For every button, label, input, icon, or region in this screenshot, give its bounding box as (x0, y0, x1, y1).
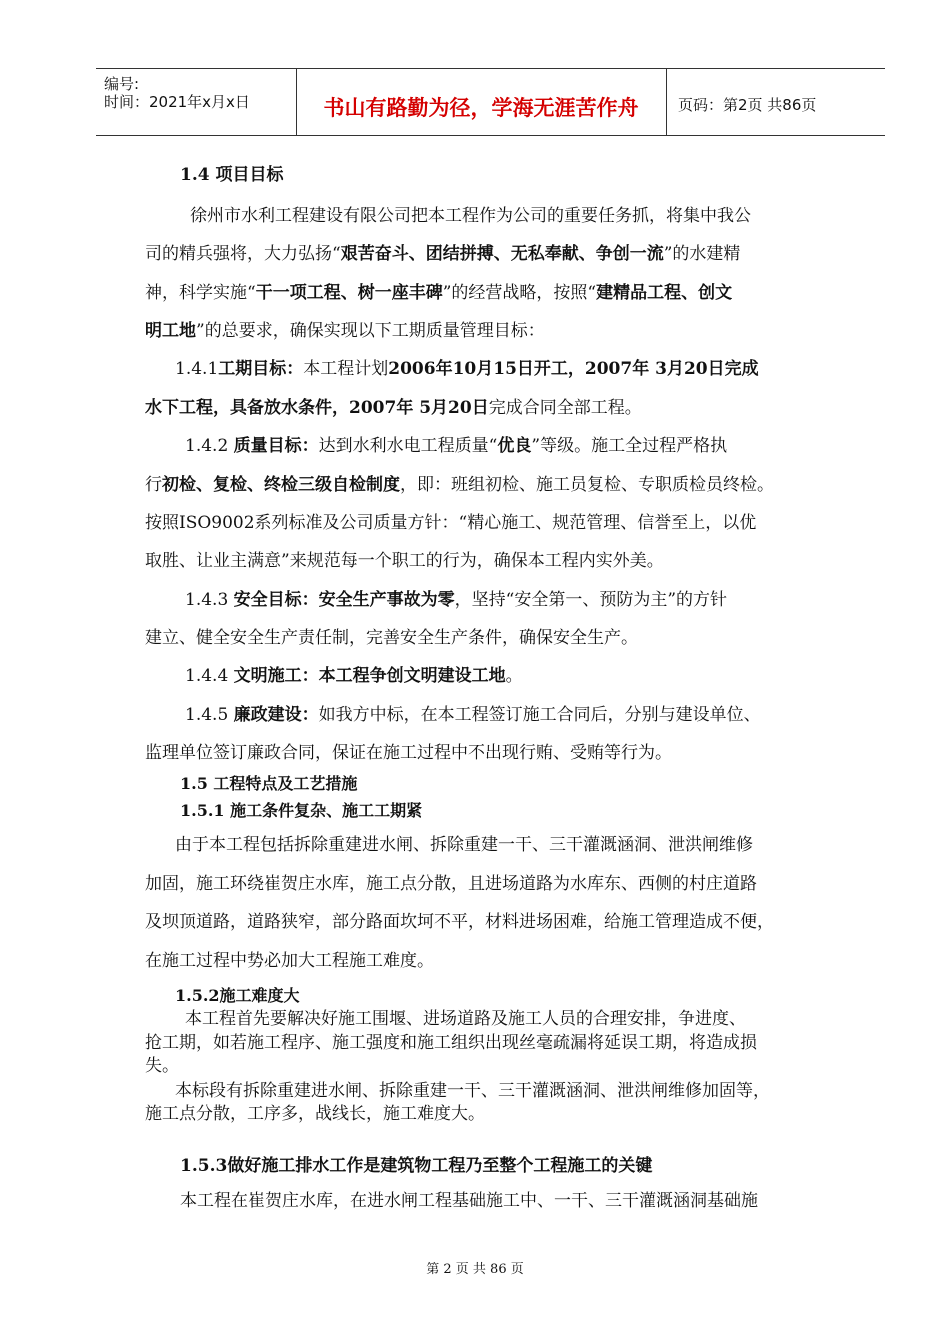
text-run: 1.4.3 (185, 590, 234, 610)
text-line (145, 627, 638, 649)
text-run: 1.4.4 (185, 666, 234, 686)
text-run: 取胜、让业主满意”来规范每一个职工的行为，确保本工程内实外美。 (145, 551, 664, 571)
text-line (145, 873, 757, 895)
text-run: ”的总要求，确保实现以下工期质量管理目标： (196, 321, 545, 341)
text-line (175, 985, 300, 1007)
text-line (185, 1008, 746, 1030)
text-run: 水下工程，具备放水条件，2007年 5月20日 (145, 398, 489, 418)
text-run: 本工程首先要解决好施工围堰、进场道路及施工人员的合理安排，争进度、 (185, 1009, 746, 1029)
text-run: 文明施工：本工程争创文明建设工地 (233, 666, 506, 686)
text-line (145, 1032, 757, 1054)
text-run: 1.5 工程特点及工艺措施 (180, 774, 358, 793)
text-line (185, 704, 761, 726)
text-run: ”的经营战略，按照“ (442, 283, 597, 303)
page-footer: 第 2 页 共 86 页 (426, 1262, 524, 1277)
text-run: 按照ISO9002系列标准及公司质量方针：“精心施工、规范管理、信誉至上，以优 (145, 513, 757, 533)
header-page-cell (666, 69, 885, 135)
date-label: 时间：2021年x月x日 (104, 93, 250, 111)
text-run: 1.4.1 (175, 359, 219, 379)
code-label: 编号: (104, 75, 140, 93)
text-line (145, 950, 434, 972)
text-line (185, 665, 523, 687)
text-line (145, 397, 642, 419)
text-line (180, 1190, 758, 1212)
text-run: 在施工过程中势必加大工程施工难度。 (145, 951, 434, 971)
text-line (145, 1055, 179, 1077)
text-run: 质量目标： (233, 436, 319, 456)
text-run: 本工程计划 (303, 359, 389, 379)
text-run: ，坚持“安全第一、预防为主”的方针 (454, 590, 728, 610)
text-run: 建立、健全安全生产责任制，完善安全生产条件，确保安全生产。 (145, 628, 638, 648)
text-run: 及坝顶道路，道路狭窄，部分路面坎坷不平，材料进场困难，给施工管理造成不便， (145, 912, 774, 932)
page-header (96, 68, 885, 136)
text-run: 抢工期，如若施工程序、施工强度和施工组织出现丝毫疏漏将延误工期，将造成损 (145, 1033, 757, 1053)
text-line (145, 474, 774, 496)
text-line (185, 435, 727, 457)
text-run: 1.4 项目目标 (180, 165, 284, 185)
text-line (145, 742, 672, 764)
text-run: 安全目标：安全生产事故为零 (233, 590, 455, 610)
text-line (180, 773, 357, 795)
text-run: 干一项工程、树一座丰碑 (255, 283, 443, 303)
text-run: 施工点分散，工序多，战线长，施工难度大。 (145, 1104, 485, 1124)
text-run: 优良 (497, 436, 532, 456)
text-run: ，即：班组初检、施工员复检、专职质检员终检。 (400, 475, 774, 495)
text-run: 徐州市水利工程建设有限公司把本工程作为公司的重要任务抓，将集中我公 (190, 206, 751, 226)
text-line (145, 320, 545, 342)
text-run: 完成合同全部工程。 (488, 398, 642, 418)
text-line (180, 1155, 652, 1177)
text-run: 廉政建设： (233, 705, 319, 725)
text-line (175, 1080, 770, 1102)
text-run: 达到水利水电工程质量“ (318, 436, 498, 456)
motto: 书山有路勤为径，学海无涯苦作舟 (323, 96, 639, 120)
text-run: 监理单位签订廉政合同，保证在施工过程中不出现行贿、受贿等行为。 (145, 743, 672, 763)
text-run: 1.5.1 施工条件复杂、施工工期紧 (180, 801, 423, 820)
text-run: ”的水建精 (663, 244, 741, 264)
text-run: 工期目标： (218, 359, 304, 379)
text-line (145, 282, 732, 304)
text-run: 1.5.2施工难度大 (175, 986, 300, 1005)
text-run: 神，科学实施“ (145, 283, 256, 303)
text-run: 。 (505, 666, 523, 686)
text-run: 行 (145, 475, 162, 495)
text-line (185, 589, 727, 611)
text-line (145, 243, 740, 265)
text-run: 1.4.2 (185, 436, 234, 456)
text-run: 初检、复检、终检三级自检制度 (162, 475, 400, 495)
text-run: 由于本工程包括拆除重建进水闸、拆除重建一干、三干灌溉涵洞、泄洪闸维修 (175, 835, 753, 855)
text-run: 本工程在崔贺庄水库，在进水闸工程基础施工中、一干、三干灌溉涵洞基础施 (180, 1191, 758, 1211)
text-run: 失。 (145, 1056, 179, 1076)
text-line (180, 164, 284, 186)
text-run: 明工地 (145, 321, 196, 341)
text-line (180, 800, 422, 822)
text-run: 艰苦奋斗、团结拼搏、无私奉献、争创一流 (340, 244, 664, 264)
text-run: 1.4.5 (185, 705, 234, 725)
text-run: 2006年10月15日开工，2007年 3月20日完成 (388, 359, 759, 379)
page-info: 页码：第2页 共86页 (678, 96, 817, 114)
text-line (145, 911, 774, 933)
text-run: 1.5.3做好施工排水工作是建筑物工程乃至整个工程施工的关键 (180, 1156, 653, 1176)
text-line (145, 550, 664, 572)
text-run: 加固，施工环绕崔贺庄水库，施工点分散，且进场道路为水库东、西侧的村庄道路 (145, 874, 757, 894)
header-meta-cell (96, 69, 297, 135)
text-line (145, 1103, 485, 1125)
text-line (175, 834, 753, 856)
text-run: 建精品工程、创文 (596, 283, 733, 303)
text-run: 如我方中标，在本工程签订施工合同后，分别与建设单位、 (318, 705, 761, 725)
text-run: ”等级。施工全过程严格执 (531, 436, 728, 456)
text-run: 司的精兵强将，大力弘扬“ (145, 244, 341, 264)
text-line (145, 512, 756, 534)
text-line (190, 205, 751, 227)
header-motto-cell (296, 69, 667, 135)
text-run: 本标段有拆除重建进水闸、拆除重建一干、三干灌溉涵洞、泄洪闸维修加固等， (175, 1081, 770, 1101)
text-line (175, 358, 759, 380)
